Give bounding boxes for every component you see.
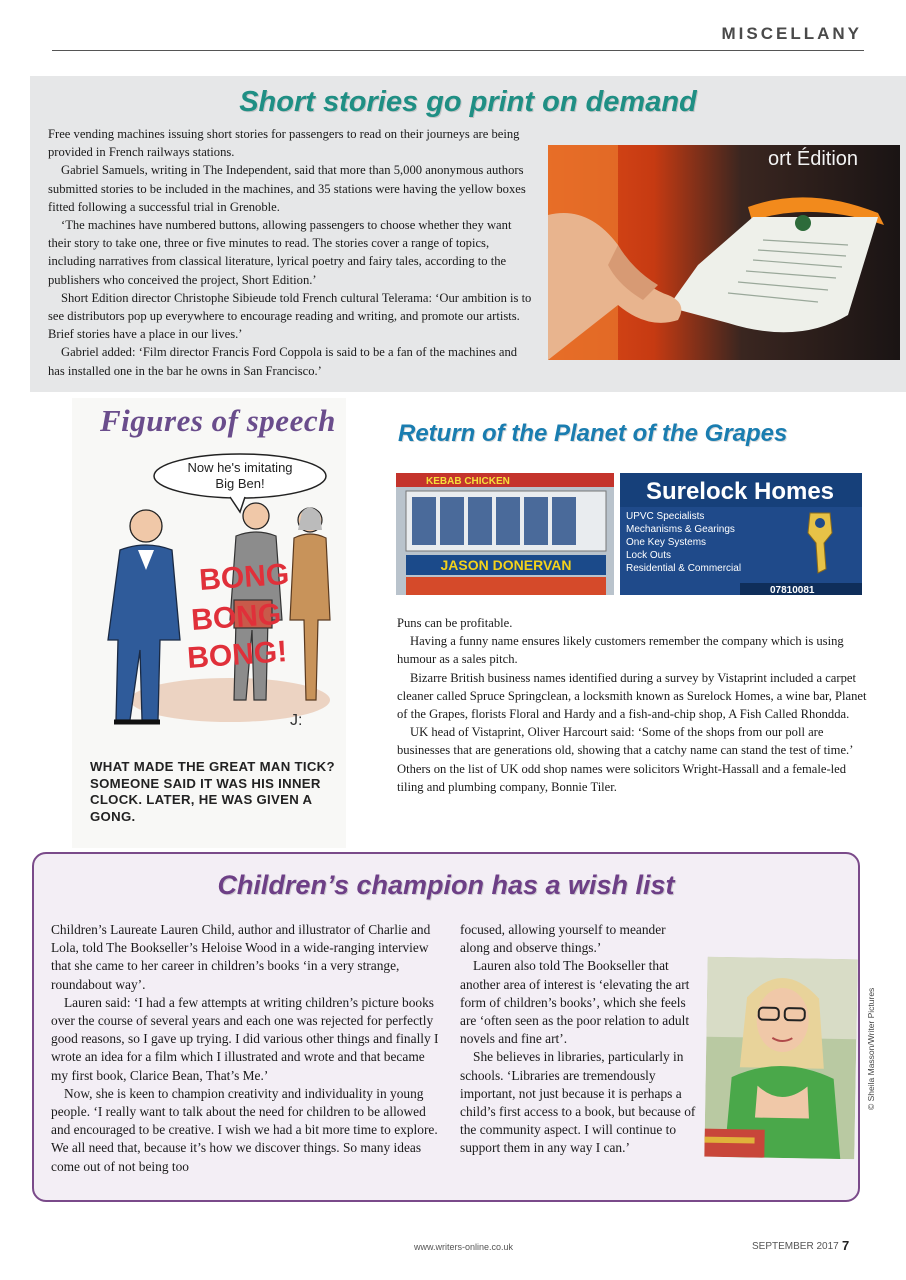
speech-bubble-line1: Now he's imitating <box>187 460 293 475</box>
surelock-line: Mechanisms & Gearings <box>626 524 735 535</box>
lauren-child-portrait <box>704 957 857 1160</box>
kebab-van-top-sign: KEBAB CHICKEN <box>426 476 510 487</box>
bong-text-1: BONG <box>198 557 291 597</box>
story3-column-2 <box>460 921 698 1158</box>
page-number: 7 <box>842 1238 850 1253</box>
story3-paragraph: Now, she is keen to champion creativity and individuality in young people. ‘I really want to talk about the need for children to be allowed and encouraged to be creative. I wish we had a bit more time to explore. We all need that, because it’s how we discover things. So many ideas come out of not being too <box>51 1085 438 1174</box>
story1-paragraph: Gabriel Samuels, writing in The Independent, said that more than 5,000 anonymous authors submitted stories to be included in the machines, and 35 stations were having the yellow boxes fitted following a successful trial in Grenoble. <box>48 163 526 214</box>
story3-column-1 <box>51 921 439 1176</box>
speech-bubble-line2: Big Ben! <box>215 476 265 491</box>
story2-paragraph: Having a funny name ensures likely customers remember the company which is using humour as a sales pitch. <box>397 634 844 667</box>
cartoon-caption: WHAT MADE THE GREAT MAN TICK? SOMEONE SAID IT WAS HIS INNER CLOCK. LATER, HE WAS GIVEN A GONG. <box>90 759 335 824</box>
bong-text-2: BONG <box>190 597 283 637</box>
story2-headline: Return of the Planet of the Grapes <box>398 420 788 447</box>
story1-body <box>48 125 532 380</box>
story2-paragraph: Puns can be profitable. <box>397 616 513 630</box>
section-label: MISCELLANY <box>721 24 862 43</box>
story2-paragraph: Bizarre British business names identified during a survey by Vistaprint included a carpet cleaner called Spruce Springclean, a locksmith known as Surelock Homes, a wine bar, Planet of the Grapes, florists Floral and Hardy and a fish-and-chip shop, A Fish Called Rhondda. <box>397 670 867 722</box>
bong-text-3: BONG! <box>186 635 289 675</box>
story3-paragraph: Lauren said: ‘I had a few attempts at writing children’s picture books over the course of several years and each one was rejected for perfectly good reasons, so I gave up trying. I did various other things and finally I wrote an idea for a film which I illustrated and wrote and that became my first book, Clarice Bean, That’s Me.’ <box>51 994 439 1083</box>
surelock-homes-photo <box>620 473 862 595</box>
kebab-van-photo <box>396 473 614 595</box>
surelock-line: UPVC Specialists <box>626 511 705 522</box>
story2-body <box>397 614 867 796</box>
story1-paragraph: Gabriel added: ‘Film director Francis Ford Coppola is said to be a fan of the machines and has installed one in the bar he owns in San Francisco.’ <box>48 345 518 378</box>
kebab-van-name: JASON DONERVAN <box>440 557 572 573</box>
story3-paragraph: She believes in libraries, particularly in schools. ‘Libraries are tremendously important, not just because it is perhaps a child’s first access to a book, but because of the community aspect. I will continue to support them in any way I can.’ <box>460 1049 696 1156</box>
vending-sign-text: ort Édition <box>768 148 859 170</box>
story3-headline: Children’s champion has a wish list <box>217 870 675 900</box>
story3-paragraph: Children’s Laureate Lauren Child, author and illustrator of Charlie and Lola, told The Bookseller’s Heloise Wood in a wide-ranging interview that she came to her career in children’s books ‘in a very strange, roundabout way’. <box>51 922 431 992</box>
story1-paragraph: ‘The machines have numbered buttons, allowing passengers to choose whether they want their story to take one, three or five minutes to read. The stories cover a range of topics, including narratives from classical literature, lyrical poetry and fairy tales, according to the publishers who conceived the project, Short Edition.’ <box>48 218 512 287</box>
surelock-line: One Key Systems <box>626 537 707 548</box>
story1-headline: Short stories go print on demand <box>239 86 697 118</box>
story1-paragraph: Free vending machines issuing short stories for passengers to read on their journeys are being provided in French railways stations. <box>48 127 520 160</box>
photo-credit: © Sheila Masson/Writer Pictures <box>866 987 876 1110</box>
surelock-sign-title: Surelock Homes <box>645 478 835 505</box>
story3-paragraph: Lauren also told The Bookseller that another area of interest is ‘elevating the art form of children’s books’, which she feels are ‘often seen as the poor relation to adult novels and fine art’. <box>460 958 690 1047</box>
cartoonist-signature: J: <box>290 712 303 729</box>
surelock-line: Lock Outs <box>626 550 672 561</box>
vending-machine-photo <box>548 145 900 360</box>
footer-date: SEPTEMBER 2017 <box>752 1241 839 1252</box>
story1-paragraph: Short Edition director Christophe Sibieude told French cultural Telerama: ‘Our ambition is to see distributors pop up everywhere to encourage reading and writing, and promote our artists. Brief stories have a place in our lives.’ <box>48 290 532 342</box>
surelock-phone: 07810081 <box>770 585 815 595</box>
surelock-line: Residential & Commercial <box>626 563 742 574</box>
story2-paragraph: UK head of Vistaprint, Oliver Harcourt said: ‘Some of the shops from our poll are businesses that are generations old, showing that a catchy name can stand the test of time.’ Others on the list of UK odd shop names were solicitors Wright-Hassall and a female-led tiling and plumbing company, Bonnie Tiler. <box>397 725 853 794</box>
header-rule <box>52 50 864 51</box>
cartoon-title: Figures of speech <box>100 403 336 438</box>
cartoon-illustration <box>80 450 342 760</box>
story3-paragraph: focused, allowing yourself to meander along and observe things.’ <box>460 922 666 956</box>
footer-url: www.writers-online.co.uk <box>414 1242 514 1252</box>
